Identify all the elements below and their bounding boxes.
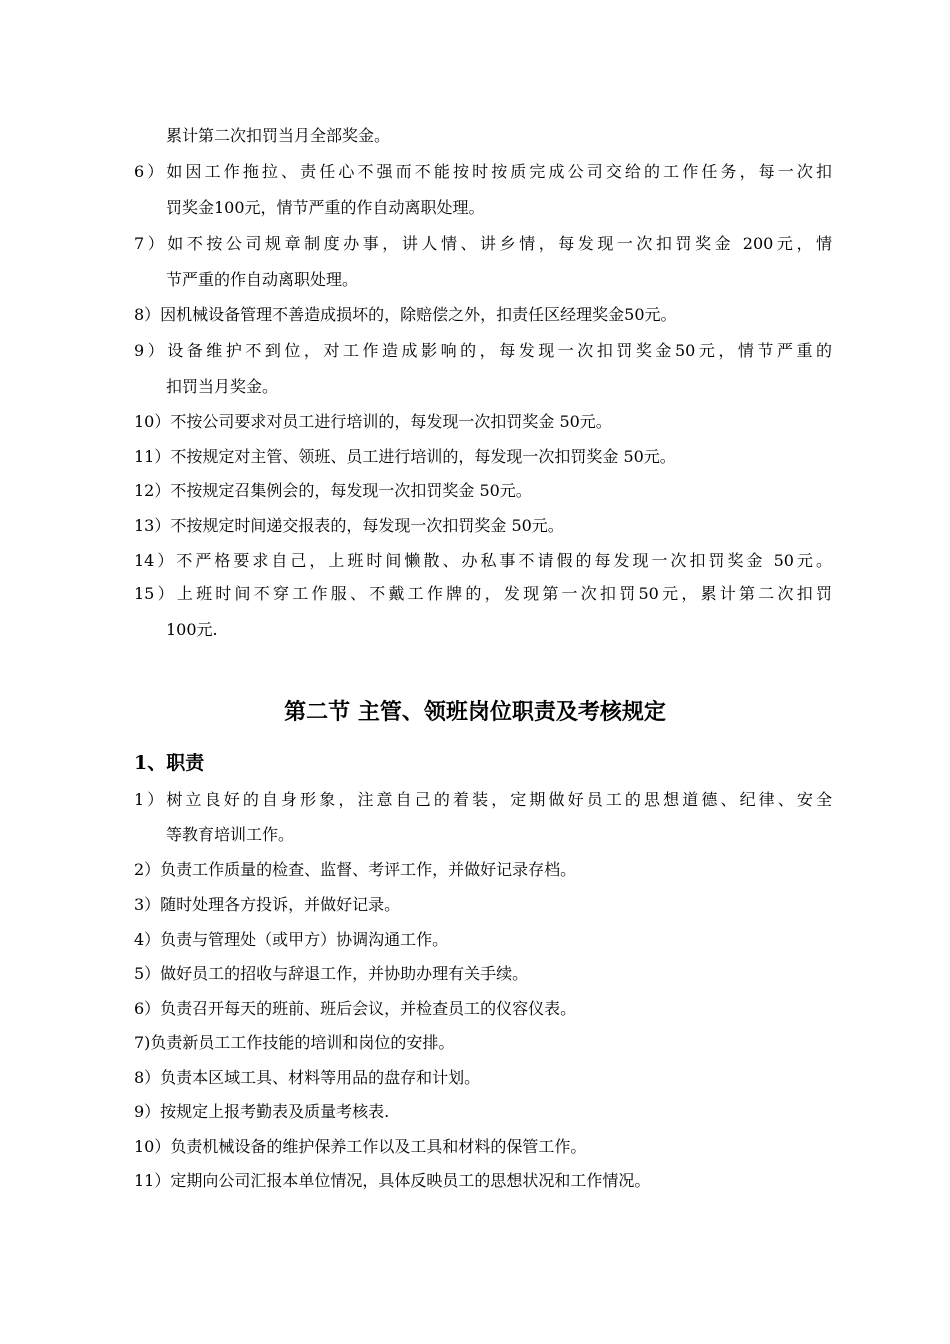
list-item: 6）如因工作拖拉、责任心不强而不能按时按质完成公司交给的工作任务，每一次扣 <box>134 162 832 181</box>
list-item: 9）设备维护不到位，对工作造成影响的，每发现一次扣罚奖金50元，情节严重的 <box>134 341 832 360</box>
list-item: 9）按规定上报考勤表及质量考核表. <box>134 1102 390 1121</box>
list-item: 8）因机械设备管理不善造成损坏的，除赔偿之外，扣责任区经理奖金50元。 <box>134 305 677 324</box>
list-item: 8）负责本区域工具、材料等用品的盘存和计划。 <box>134 1068 481 1087</box>
list-item: 11）定期向公司汇报本单位情况，具体反映员工的思想状况和工作情况。 <box>134 1171 651 1190</box>
list-item: 3）随时处理各方投诉，并做好记录。 <box>134 895 401 914</box>
list-item-continuation: 累计第二次扣罚当月全部奖金。 <box>166 126 391 145</box>
list-item: 6）负责召开每天的班前、班后会议，并检查员工的仪容仪表。 <box>134 999 577 1018</box>
list-item: 12）不按规定召集例会的，每发现一次扣罚奖金 50元。 <box>134 481 532 500</box>
list-item: 7)负责新员工工作技能的培训和岗位的安排。 <box>134 1033 455 1052</box>
list-item-continuation: 100元. <box>166 620 218 639</box>
list-item-continuation: 节严重的作自动离职处理。 <box>166 270 359 289</box>
list-item: 7）如不按公司规章制度办事，讲人情、讲乡情，每发现一次扣罚奖金 200元，情 <box>134 234 832 253</box>
list-item: 10）负责机械设备的维护保养工作以及工具和材料的保管工作。 <box>134 1137 587 1156</box>
list-item: 1）树立良好的自身形象，注意自己的着装，定期做好员工的思想道德、纪律、安全 <box>134 790 832 809</box>
list-item: 5）做好员工的招收与辞退工作，并协助办理有关手续。 <box>134 964 529 983</box>
subsection-title: 1、职责 <box>134 752 205 774</box>
list-item: 14）不严格要求自己，上班时间懒散、办私事不请假的每发现一次扣罚奖金 50元。 <box>134 551 832 570</box>
list-item-continuation: 等教育培训工作。 <box>166 825 295 844</box>
list-item-continuation: 扣罚当月奖金。 <box>166 377 279 396</box>
list-item: 4）负责与管理处（或甲方）协调沟通工作。 <box>134 930 449 949</box>
list-item: 2）负责工作质量的检查、监督、考评工作，并做好记录存档。 <box>134 860 577 879</box>
list-item-continuation: 罚奖金100元，情节严重的作自动离职处理。 <box>166 198 485 217</box>
section-title: 第二节 主管、领班岗位职责及考核规定 <box>284 699 666 725</box>
list-item: 10）不按公司要求对员工进行培训的，每发现一次扣罚奖金 50元。 <box>134 412 612 431</box>
list-item: 15）上班时间不穿工作服、不戴工作牌的，发现第一次扣罚50元，累计第二次扣罚 <box>134 584 832 603</box>
list-item: 13）不按规定时间递交报表的，每发现一次扣罚奖金 50元。 <box>134 516 564 535</box>
list-item: 11）不按规定对主管、领班、员工进行培训的，每发现一次扣罚奖金 50元。 <box>134 447 676 466</box>
